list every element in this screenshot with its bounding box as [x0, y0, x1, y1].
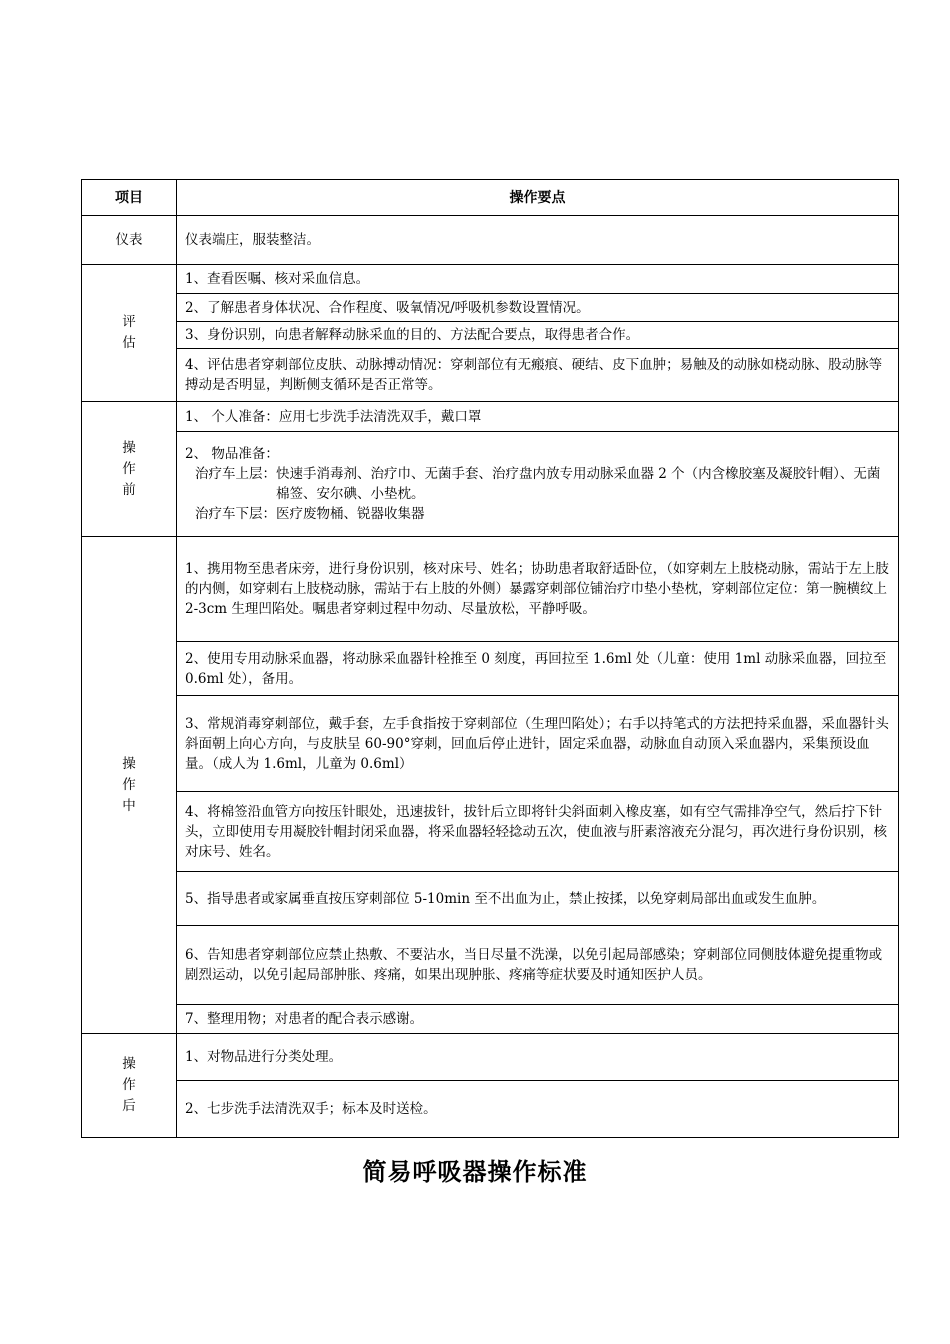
table-row [82, 696, 899, 792]
cart-lower [195, 504, 890, 524]
cart-upper-label: 治疗车上层： [195, 466, 276, 482]
cart-upper-text: 快速手消毒剂、治疗巾、无菌手套、治疗盘内放专用动脉采血器 2 个（内含橡胶塞及凝胶针帽）、无菌棉签、安尔碘、小垫枕。 [276, 466, 881, 502]
caozuozhong-item-7: 7、整理用物；对患者的配合表示感谢。 [177, 1005, 899, 1034]
text-yibiao: 仪表端庄，服装整洁。 [177, 216, 899, 265]
header-points: 操作要点 [177, 180, 899, 216]
caozuozhong-item-4: 4、将棉签沿血管方向按压针眼处，迅速拔针，拔针后立即将针尖斜面刺入橡皮塞，如有空气需排净空气，然后拧下针头，立即使用专用凝胶针帽封闭采血器，将采血器轻轻捻动五次，使血液与肝素溶液充分混匀，再次进行身份识别，核对床号、姓名。 [177, 792, 899, 872]
caozuoqian-item-1: 1、 个人准备：应用七步洗手法清洗双手，戴口罩 [177, 402, 899, 432]
table-row [82, 322, 899, 349]
table-row [82, 1034, 899, 1081]
caozuozhong-item-2: 2、使用专用动脉采血器，将动脉采血器针栓推至 0 刻度，再回拉至 1.6ml 处（儿童：使用 1ml 动脉采血器，回拉至 0.6ml 处），备用。 [177, 642, 899, 696]
header-project: 项目 [82, 180, 177, 216]
table-row [82, 349, 899, 402]
label-pinggu [82, 265, 177, 402]
caozuohou-item-1: 1、对物品进行分类处理。 [177, 1034, 899, 1081]
pinggu-item-3: 3、身份识别，向患者解释动脉采血的目的、方法配合要点，取得患者合作。 [177, 322, 899, 349]
table-row [82, 402, 899, 432]
caozuozhong-item-1: 1、携用物至患者床旁，进行身份识别，核对床号、姓名；协助患者取舒适卧位，（如穿刺左上肢桡动脉，需站于左上肢的内侧，如穿刺右上肢桡动脉，需站于右上肢的外侧）暴露穿刺部位铺治疗巾垫小垫枕，穿刺部位定位：第一腕横纹上 2-3cm 生理凹陷处。嘱患者穿刺过程中勿动、尽量放松，平静呼吸。 [177, 537, 899, 642]
table-row [82, 872, 899, 926]
table-row [82, 265, 899, 294]
label-caozuohou-text: 操作后 [122, 1056, 136, 1114]
table-row [82, 537, 899, 642]
table-row [82, 926, 899, 1005]
label-caozuohou [82, 1034, 177, 1138]
label-yibiao: 仪表 [82, 216, 177, 265]
caozuoqian-item-2-head: 2、 物品准备： [185, 446, 279, 462]
pinggu-item-4: 4、评估患者穿刺部位皮肤、动脉搏动情况：穿刺部位有无瘢痕、硬结、皮下血肿；易触及的动脉如桡动脉、股动脉等搏动是否明显，判断侧支循环是否正常等。 [177, 349, 899, 402]
next-section-title: 简易呼吸器操作标准 [362, 1158, 588, 1186]
label-caozuozhong [82, 537, 177, 1034]
caozuozhong-item-6: 6、告知患者穿刺部位应禁止热敷、不要沾水，当日尽量不洗澡，以免引起局部感染；穿刺部位同侧肢体避免提重物或剧烈运动，以免引起局部肿胀、疼痛，如果出现肿胀、疼痛等症状要及时通知医护人员。 [177, 926, 899, 1005]
cart-upper [195, 464, 890, 504]
caozuoqian-item-2 [177, 432, 899, 537]
table-row [82, 1005, 899, 1034]
table-header-row [82, 180, 899, 216]
table-row [82, 1081, 899, 1138]
caozuohou-item-2: 2、七步洗手法清洗双手；标本及时送检。 [177, 1081, 899, 1138]
pinggu-item-1: 1、查看医嘱、核对采血信息。 [177, 265, 899, 294]
table-row [82, 294, 899, 322]
caozuozhong-item-5: 5、指导患者或家属垂直按压穿刺部位 5-10min 至不出血为止，禁止按揉，以免穿刺局部出血或发生血肿。 [177, 872, 899, 926]
label-caozuoqian-text: 操作前 [122, 439, 136, 498]
row-yibiao [82, 216, 899, 265]
cart-lower-text: 医疗废物桶、锐器收集器 [276, 506, 425, 522]
cart-lower-label: 治疗车下层： [195, 506, 276, 522]
table-row [82, 432, 899, 537]
label-caozuozhong-text: 操作中 [122, 755, 136, 814]
pinggu-item-2: 2、了解患者身体状况、合作程度、吸氧情况/呼吸机参数设置情况。 [177, 294, 899, 322]
caozuozhong-item-3: 3、常规消毒穿刺部位，戴手套，左手食指按于穿刺部位（生理凹陷处）；右手以持笔式的方法把持采血器，采血器针头斜面朝上向心方向，与皮肤呈 60-90°穿刺，回血后停止进针，固定采血器，动脉血自动顶入采血器内，采集预设血量。（成人为 1.6ml，儿童为 0.6ml） [177, 696, 899, 792]
operation-standard-table [81, 179, 899, 1138]
label-pinggu-text: 评估 [122, 314, 136, 351]
table-row [82, 792, 899, 872]
table-row [82, 642, 899, 696]
label-caozuoqian [82, 402, 177, 537]
